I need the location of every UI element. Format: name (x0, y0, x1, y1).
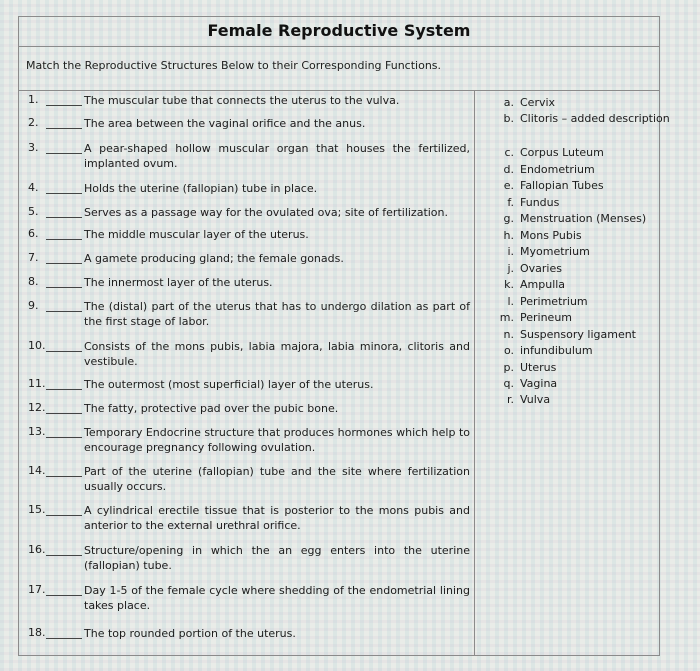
option-text: Vulva (520, 393, 551, 406)
question-text: Day 1-5 of the female cycle where shedding of the endometrial lining takes place. (84, 584, 470, 612)
answer-blank[interactable] (46, 389, 82, 390)
option-text: Menstruation (Menses) (520, 212, 647, 225)
divider (18, 90, 660, 91)
question-number: 11. (28, 377, 46, 390)
answer-blank[interactable] (46, 311, 82, 312)
option-text: Endometrium (520, 163, 595, 176)
option-text: Ampulla (520, 278, 566, 291)
instructions-text: Match the Reproductive Structures Below to their Corresponding Functions. (26, 59, 442, 72)
option-letter: k. (504, 278, 514, 291)
option-letter: i. (507, 245, 514, 258)
question-text: A gamete producing gland; the female gonads. (84, 252, 344, 265)
answer-blank[interactable] (46, 153, 82, 154)
option-text: Mons Pubis (520, 229, 582, 242)
question-number: 7. (28, 251, 39, 264)
question-text: A pear-shaped hollow muscular organ that houses the fertilized, implanted ovum. (84, 142, 470, 170)
option-letter: q. (503, 377, 514, 390)
answer-blank[interactable] (46, 217, 82, 218)
question-text: The muscular tube that connects the uterus to the vulva. (84, 94, 400, 107)
question-text: Part of the uterine (fallopian) tube and the site where fertilization usually occurs. (84, 465, 470, 493)
answer-blank[interactable] (46, 555, 82, 556)
option-letter: f. (507, 196, 514, 209)
question-text: Holds the uterine (fallopian) tube in place. (84, 182, 318, 195)
option-letter: r. (506, 393, 514, 406)
answer-blank[interactable] (46, 413, 82, 414)
question-number: 5. (28, 205, 39, 218)
option-letter: e. (503, 179, 514, 192)
option-text: Suspensory ligament (520, 328, 636, 341)
question-number: 6. (28, 227, 39, 240)
question-text: Serves as a passage way for the ovulated ova; site of fertilization. (84, 206, 449, 219)
question-number: 13. (28, 425, 46, 438)
question-text: Structure/opening in which the an egg enters into the uterine (fallopian) tube. (84, 544, 470, 572)
answer-blank[interactable] (46, 263, 82, 264)
option-text: Fallopian Tubes (520, 179, 604, 192)
option-text: Perineum (520, 311, 573, 324)
option-letter: j. (507, 262, 514, 275)
option-text: Cervix (520, 96, 556, 109)
answer-blank[interactable] (46, 287, 82, 288)
question-number: 4. (28, 181, 39, 194)
option-letter: h. (503, 229, 514, 242)
answer-blank[interactable] (46, 128, 82, 129)
option-letter: b. (503, 112, 514, 125)
option-text: Clitoris – added description (520, 112, 670, 125)
column-divider (474, 90, 475, 656)
answer-blank[interactable] (46, 351, 82, 352)
question-number: 18. (28, 626, 46, 639)
answer-blank[interactable] (46, 515, 82, 516)
answer-blank[interactable] (46, 595, 82, 596)
option-letter: c. (504, 146, 514, 159)
option-text: Myometrium (520, 245, 590, 258)
question-number: 1. (28, 93, 39, 106)
question-number: 2. (28, 116, 39, 129)
option-letter: p. (503, 361, 514, 374)
answer-blank[interactable] (46, 437, 82, 438)
option-letter: m. (499, 311, 514, 324)
option-letter: g. (503, 212, 514, 225)
question-text: Consists of the mons pubis, labia majora, labia minora, clitoris and vestibule. (84, 340, 470, 368)
question-number: 15. (28, 503, 46, 516)
option-text: Vagina (520, 377, 558, 390)
question-text: The innermost layer of the uterus. (84, 276, 273, 289)
answer-blank[interactable] (46, 105, 82, 106)
question-text: The fatty, protective pad over the pubic bone. (84, 402, 339, 415)
option-letter: a. (503, 96, 514, 109)
question-number: 12. (28, 401, 46, 414)
answer-blank[interactable] (46, 638, 82, 639)
divider (18, 46, 660, 47)
question-number: 9. (28, 299, 39, 312)
question-number: 3. (28, 141, 39, 154)
option-letter: o. (503, 344, 514, 357)
question-text: The outermost (most superficial) layer of the uterus. (84, 378, 374, 391)
question-text: The top rounded portion of the uterus. (84, 627, 296, 640)
question-number: 14. (28, 464, 46, 477)
question-number: 17. (28, 583, 46, 596)
question-text: The (distal) part of the uterus that has to undergo dilation as part of the first stage of labor. (84, 300, 470, 328)
option-letter: d. (503, 163, 514, 176)
question-number: 16. (28, 543, 46, 556)
question-text: Temporary Endocrine structure that produces hormones which help to encourage pregnancy following ovulation. (84, 426, 470, 454)
question-text: A cylindrical erectile tissue that is posterior to the mons pubis and anterior to the external urethral orifice. (84, 504, 470, 532)
option-text: Corpus Luteum (520, 146, 604, 159)
option-text: Ovaries (520, 262, 562, 275)
option-text: Perimetrium (520, 295, 588, 308)
question-text: The middle muscular layer of the uterus. (84, 228, 309, 241)
option-text: infundibulum (520, 344, 593, 357)
option-letter: l. (507, 295, 514, 308)
answer-blank[interactable] (46, 193, 82, 194)
option-text: Fundus (520, 196, 560, 209)
question-number: 8. (28, 275, 39, 288)
page-title: Female Reproductive System (207, 21, 471, 40)
answer-blank[interactable] (46, 476, 82, 477)
question-number: 10. (28, 339, 46, 352)
option-letter: n. (503, 328, 514, 341)
answer-blank[interactable] (46, 239, 82, 240)
question-text: The area between the vaginal orifice and the anus. (84, 117, 366, 130)
option-text: Uterus (520, 361, 557, 374)
